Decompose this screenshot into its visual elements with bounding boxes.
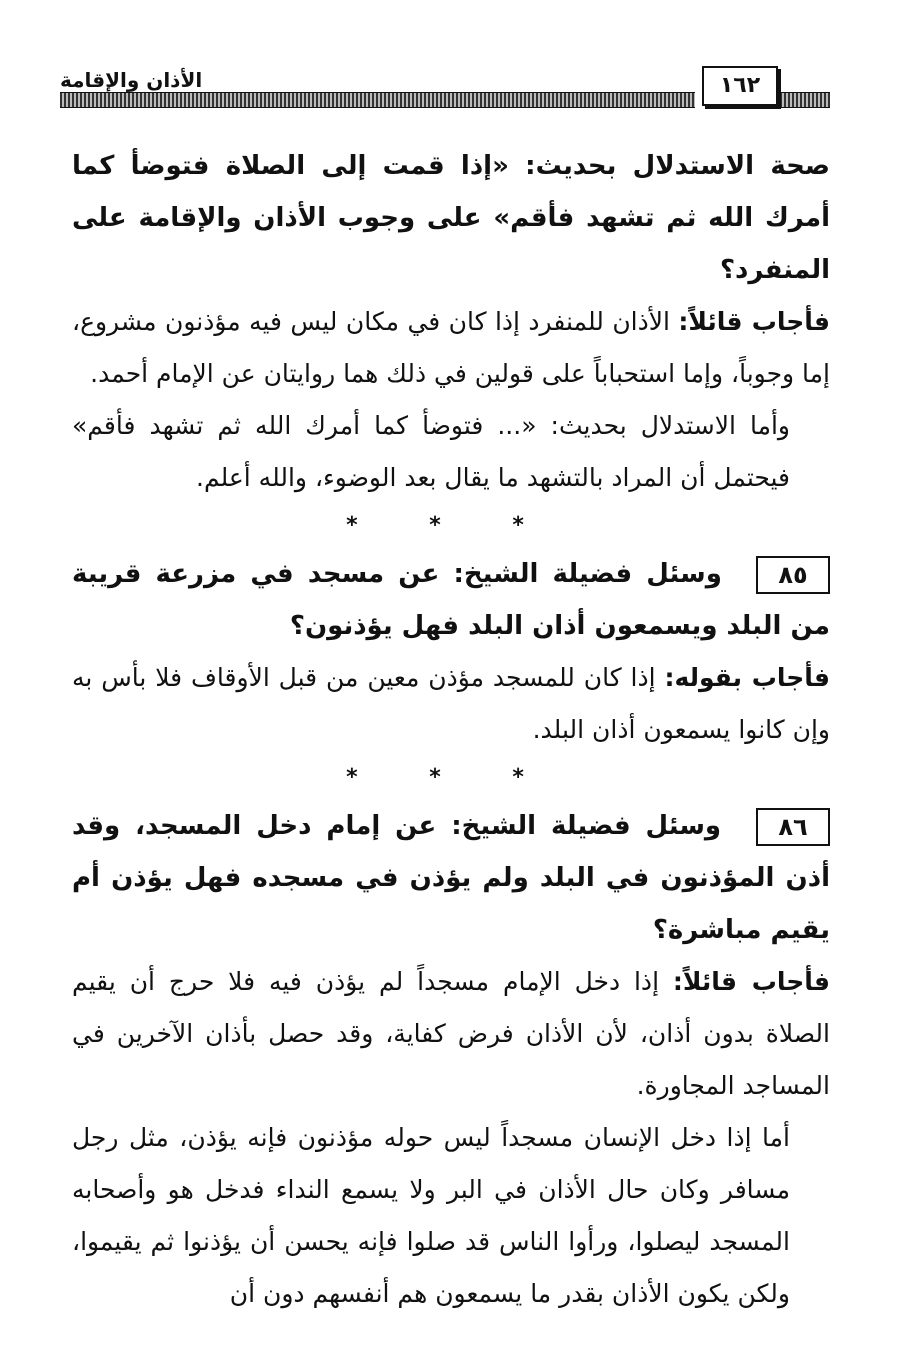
answer-text: إذا دخل الإمام مسجداً لم يؤذن فيه فلا حرج أن يقيم الصلاة بدون أذان، لأن الأذان فرض كفاية، وقد حصل بأذان الآخرين في المساجد المجاورة. bbox=[72, 967, 830, 1100]
question-number-box: ٨٥ bbox=[756, 556, 830, 594]
section-separator: * * * bbox=[346, 513, 556, 538]
question-text: وسئل فضيلة الشيخ: عن إمام دخل المسجد، وقد أذن المؤذنون في البلد ولم يؤذن في مسجده فهل يؤذن أم يقيم مباشرة؟ bbox=[72, 811, 830, 945]
answer-paragraph: وأما الاستدلال بحديث: «... فتوضأ كما أمرك الله ثم تشهد فأقم» فيحتمل أن المراد بالتشهد ما يقال بعد الوضوء، والله أعلم. bbox=[72, 411, 790, 492]
answer-paragraph bbox=[72, 956, 830, 1112]
answer-lead: فأجاب قائلاً: bbox=[672, 967, 830, 996]
page-body bbox=[72, 140, 830, 1320]
answer-text: إذا كان للمسجد مؤذن معين من قبل الأوقاف فلا بأس به وإن كانوا يسمعون أذان البلد. bbox=[72, 663, 830, 744]
answer-text: الأذان للمنفرد إذا كان في مكان ليس فيه مؤذنون مشروع، إما وجوباً، وإما استحباباً على قولين في ذلك هما روايتان عن الإمام أحمد. bbox=[72, 307, 830, 388]
question-number-box: ٨٦ bbox=[756, 808, 830, 846]
section-separator: * * * bbox=[346, 765, 556, 790]
page-number: ١٦٢ bbox=[702, 66, 778, 106]
answer-lead: فأجاب بقوله: bbox=[664, 663, 830, 692]
question-86 bbox=[72, 800, 830, 956]
running-title: الأذان والإقامة bbox=[60, 68, 203, 92]
answer-paragraph bbox=[72, 652, 830, 756]
header-rule bbox=[780, 92, 830, 108]
question-text: وسئل فضيلة الشيخ: عن مسجد في مزرعة قريبة من البلد ويسمعون أذان البلد فهل يؤذنون؟ bbox=[72, 559, 830, 641]
question-85 bbox=[72, 548, 830, 652]
answer-paragraph bbox=[72, 296, 830, 400]
page-header bbox=[60, 62, 830, 108]
answer-paragraph: أما إذا دخل الإنسان مسجداً ليس حوله مؤذنون فإنه يؤذن، مثل رجل مسافر وكان حال الأذان في البر ولا يسمع النداء فدخل هو وأصحابه المسجد ليصلوا، ورأوا الناس قد صلوا فإنه يحسن أن يؤذنوا ثم يقيموا، ولكن يكون الأذان بقدر ما يسمعون هم أنفسهم دون أن bbox=[72, 1123, 790, 1308]
answer-lead: فأجاب قائلاً: bbox=[678, 307, 830, 336]
header-rule bbox=[60, 92, 695, 108]
question-text: صحة الاستدلال بحديث: «إذا قمت إلى الصلاة فتوضأ كما أمرك الله ثم تشهد فأقم» على وجوب الأذان والإقامة على المنفرد؟ bbox=[72, 151, 830, 285]
